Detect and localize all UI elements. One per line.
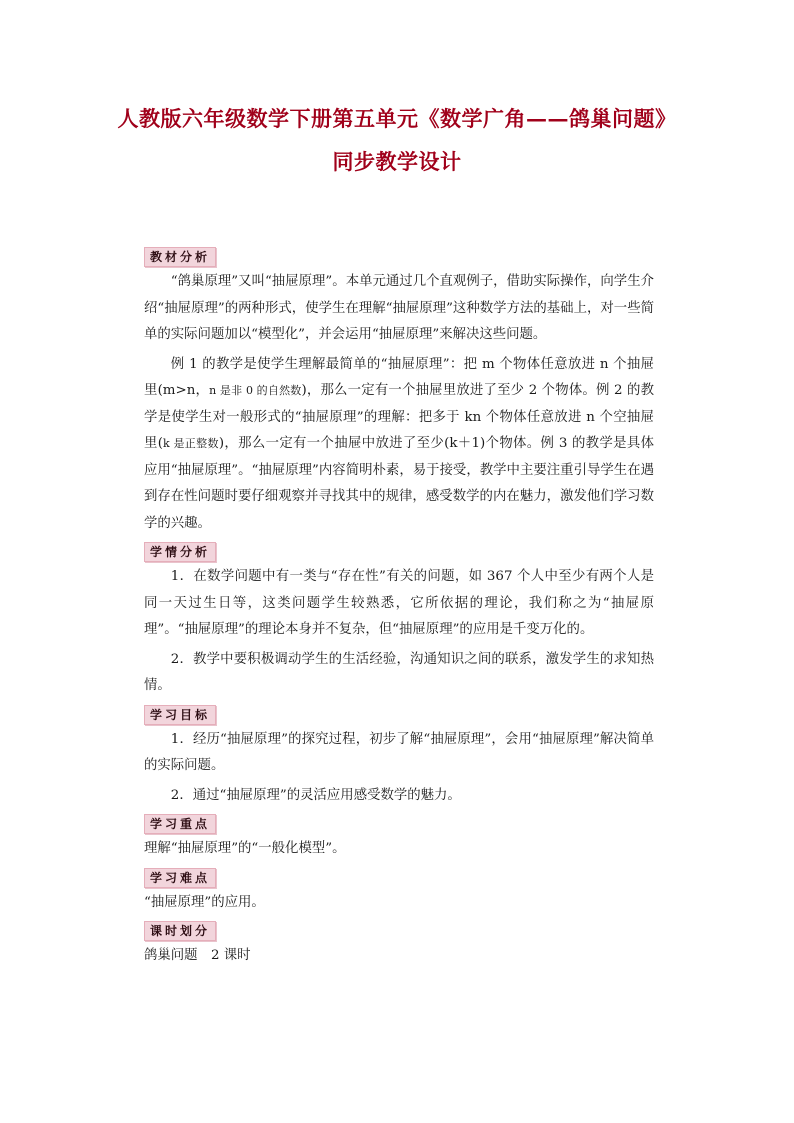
- paragraph: 理解“抽屉原理”的“一般化模型”。: [144, 841, 346, 856]
- section-heading-badge: 教材分析: [144, 247, 216, 267]
- paragraph: 1．在数学问题中有一类与“存在性”有关的问题，如 367 个人中至少有两个人是同一天过生日等，这类问题学生较熟悉，它所依据的理论，我们称之为“抽屉原理”。“抽屉原理”的理论本身并不复杂，但“抽屉原理”的应用是千变万化的。: [144, 569, 654, 637]
- section-key-points: [144, 813, 654, 863]
- paragraph: “抽屉原理”的应用。: [144, 894, 265, 910]
- paragraph: “鸽巢原理”又叫“抽屉原理”。本单元通过几个直观例子，借助实际操作，向学生介绍“抽屉原理”的两种形式，使学生在理解“抽屉原理”这种数学方法的基础上，对一些简单的实际问题加以“模型化”，并会运用“抽屉原理”来解决这些问题。: [144, 274, 654, 342]
- section-textbook-analysis: [144, 246, 654, 537]
- section-heading-badge: 学情分析: [144, 542, 216, 562]
- section-heading-badge: 学习目标: [144, 705, 216, 725]
- section-difficulties: [144, 867, 654, 917]
- document-body: [144, 246, 654, 974]
- paragraph: 2．教学中要积极调动学生的生活经验，沟通知识之间的联系，激发学生的求知热情。: [144, 651, 654, 693]
- section-periods: [144, 920, 654, 970]
- paragraph-text: )，那么一定有一个抽屉中放进了至少(k＋1)个物体。例 3 的教学是具体应用“抽屉原理”。“抽屉原理”内容简明朴素，易于接受，教学中主要注重引导学生在遇到存在性问题时要仔细观察并寻找其中的规律，感受数学的内在魅力，激发他们学习数学的兴趣。: [144, 436, 654, 531]
- paragraph: 1．经历“抽屉原理”的探究过程，初步了解“抽屉原理”，会用“抽屉原理”解决简单的实际问题。: [144, 731, 654, 773]
- section-learning-goals: [144, 704, 654, 810]
- section-heading-badge: 学习重点: [144, 814, 216, 834]
- paragraph-text: )，那么一定有一个抽屉里放进了至少 2 个物体。例 2 的教学是使学生对一般形式的“抽屉原理”的理解：把多于 kn 个物体任意放进 n 个空抽屉里(: [144, 383, 654, 451]
- section-heading-badge: 课时划分: [144, 921, 216, 941]
- paragraph: [144, 352, 654, 538]
- section-student-analysis: [144, 541, 654, 700]
- paragraph-text: 例 1 的教学是使学生理解最简单的“抽屉原理”：把 m 个物体任意放进 n 个抽屉里(m>n，: [144, 356, 654, 398]
- paragraph-note: n 是非 0 的自然数: [209, 384, 302, 397]
- document-subtitle: 同步教学设计: [332, 149, 462, 174]
- document-title: 人教版六年级数学下册第五单元《数学广角——鸽巢问题》: [117, 106, 677, 131]
- paragraph: 鸽巢问题 2 课时: [144, 948, 251, 963]
- section-heading-badge: 学习难点: [144, 868, 216, 888]
- paragraph-note: k 是正整数: [162, 437, 219, 450]
- paragraph: 2．通过“抽屉原理”的灵活应用感受数学的魅力。: [170, 787, 461, 803]
